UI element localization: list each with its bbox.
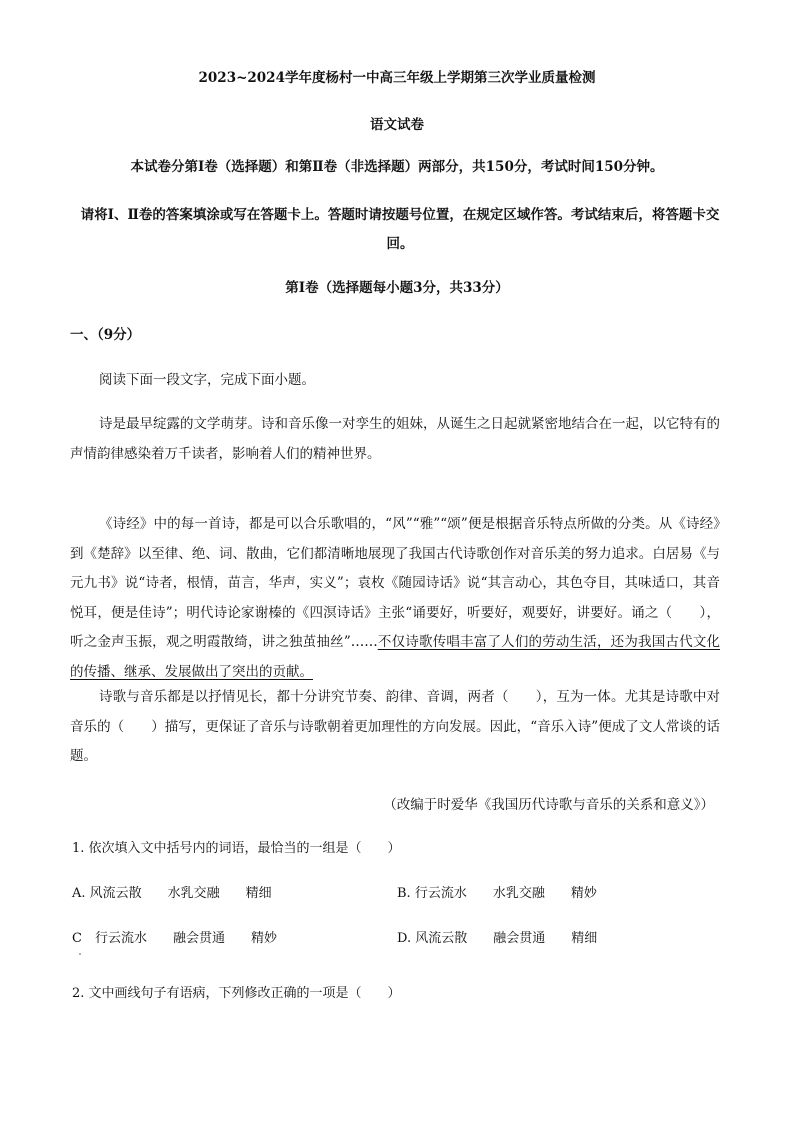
question-1-stem: 1. 依次填入文中括号内的词语，最恰当的一组是（ ） [72, 841, 401, 856]
reading-intro: 阅读下面一段文字，完成下面小题。 [99, 372, 315, 388]
underlined-sentence: 不仅诗歌传唱丰富了人们的劳动生活，还为我国古代文化的传播、继承、发展做出了突出的贡献。 [70, 634, 721, 680]
section1-heading: 一、（9分） [70, 327, 141, 343]
question-2-stem: 2. 文中画线句子有语病，下列修改正确的一项是（ ） [72, 986, 401, 1001]
question-1-option-c: C 行云流水 融会贯通 精妙 [72, 931, 277, 946]
question-1-option-b: B. 行云流水 水乳交融 精妙 [397, 886, 597, 901]
subject-title: 语文试卷 [370, 117, 424, 133]
part1-title: 第Ⅰ卷（选择题每小题3分，共33分） [285, 280, 509, 296]
passage-paragraph-3: 诗歌与音乐都是以抒情见长，都十分讲究节奏、韵律、音调，两者（ ），互为一体。尤其是诗歌中对音乐的（ ）描写，更保证了音乐与诗歌朝着更加理性的方向发展。因此，“音乐入诗”便成了文人常谈的话题。 [70, 689, 720, 764]
exam-title: 2023~2024学年度杨村一中高三年级上学期第三次学业质量检测 [198, 70, 596, 86]
question-1-option-d: D. 风流云散 融会贯通 精细 [397, 931, 598, 946]
paragraph-2-text: 《诗经》中的每一首诗，都是可以合乐歌唱的，“风”“雅”“颂”便是根据音乐特点所做的分类。从《诗经》到《楚辞》以至律、绝、词、散曲，它们都清晰地展现了我国古代诗歌创作对音乐美的努力追求。白居易《与元九书》说“诗者，根情，苗言，华声，实义”；袁枚《随园诗话》说“其言动心，其色夺目，其味适口，其音悦耳，便是佳诗”；明代诗论家谢榛的《四溟诗话》主张“诵要好，听要好，观要好，讲要好。诵之（ ），听之金声玉振，观之明霞散绮，讲之独茧抽丝”…… [70, 516, 720, 650]
passage-paragraph-2 [70, 510, 720, 687]
scan-mark [79, 953, 81, 955]
instruction-line-2: 请将Ⅰ、Ⅱ卷的答案填涂或写在答题卡上。答题时请按题号位置，在规定区域作答。考试结束后，将答题卡交回。 [80, 207, 720, 252]
question-1-option-a: A. 风流云散 水乳交融 精细 [72, 886, 272, 901]
source-citation: （改编于时爱华《我国历代诗歌与音乐的关系和意义》） [383, 797, 714, 813]
instruction-line-1: 本试卷分第Ⅰ卷（选择题）和第Ⅱ卷（非选择题）两部分，共150分，考试时间150分钟。 [130, 159, 664, 175]
passage-paragraph-1: 诗是最早绽露的文学萌芽。诗和音乐像一对孪生的姐妹，从诞生之日起就紧密地结合在一起，以它特有的声情韵律感染着万千读者，影响着人们的精神世界。 [70, 416, 720, 462]
